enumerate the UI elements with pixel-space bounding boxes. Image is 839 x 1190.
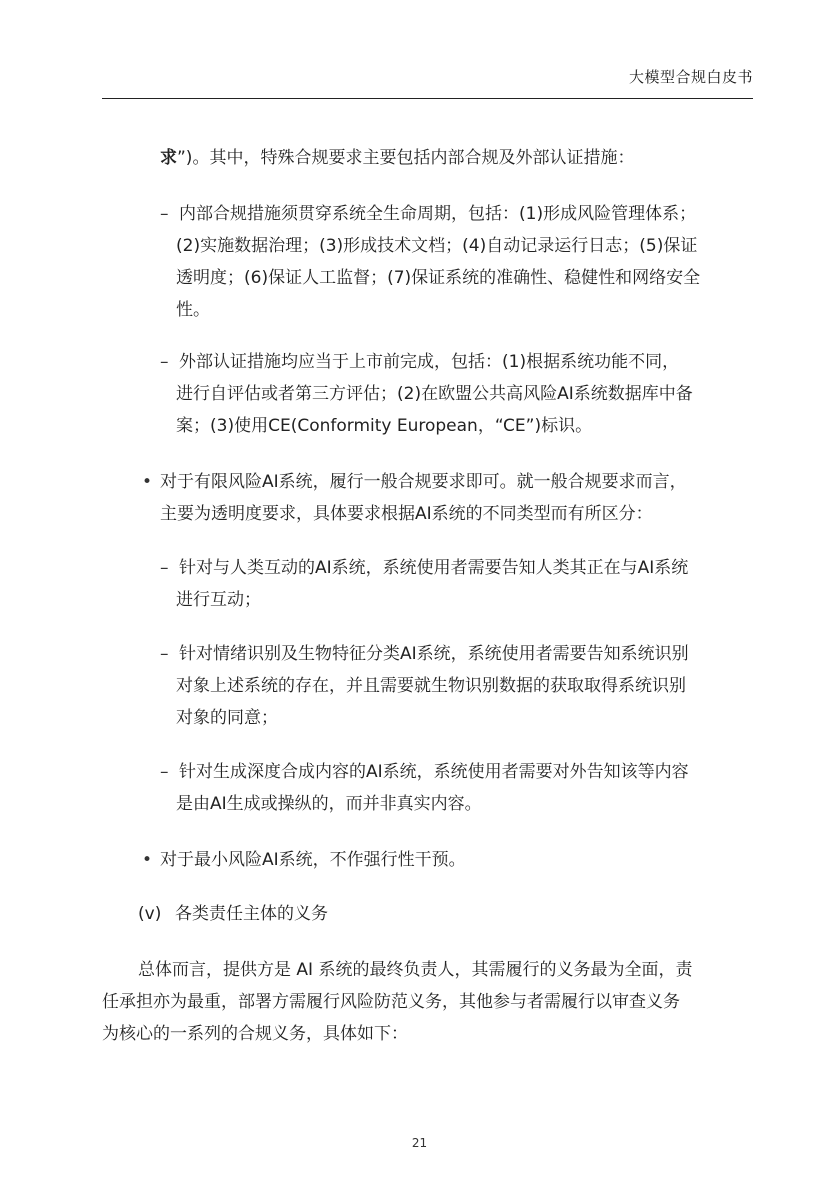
dash-marker: – bbox=[160, 558, 169, 578]
text-line: 总体而言，提供方是 AI 系统的最终负责人，其需履行的义务最为全面，责 bbox=[138, 960, 693, 980]
section-number: (v) bbox=[138, 904, 162, 924]
text-line: 外部认证措施均应当于上市前完成，包括：(1)根据系统功能不同， bbox=[179, 352, 680, 372]
text-line: 为核心的一系列的合规义务，具体如下： bbox=[102, 1024, 408, 1044]
text-line: 针对情绪识别及生物特征分类AI系统，系统使用者需要告知系统识别 bbox=[179, 644, 689, 664]
text-line: 对象的同意； bbox=[176, 708, 278, 728]
intro-text: ”)。其中，特殊合规要求主要包括内部合规及外部认证措施： bbox=[177, 148, 635, 168]
page-number: 21 bbox=[411, 1136, 428, 1150]
text-line: 透明度；(6)保证人工监督；(7)保证系统的准确性、稳健性和网络安全 bbox=[176, 268, 701, 288]
text-line: 对象上述系统的存在，并且需要就生物识别数据的获取取得系统识别 bbox=[176, 676, 686, 696]
bullet-marker: • bbox=[142, 850, 153, 870]
text-line: 对于最小风险AI系统，不作强行性干预。 bbox=[160, 850, 466, 870]
dash-marker: – bbox=[160, 352, 169, 372]
text-line: 任承担亦为最重，部署方需履行风险防范义务，其他参与者需履行以审查义务 bbox=[102, 992, 680, 1012]
text-line: 针对与人类互动的AI系统，系统使用者需要告知人类其正在与AI系统 bbox=[179, 558, 689, 578]
bullet-marker: • bbox=[142, 472, 153, 492]
text-line: 进行自评估或者第三方评估；(2)在欧盟公共高风险AI系统数据库中备 bbox=[176, 384, 693, 404]
text-line: 主要为透明度要求，具体要求根据AI系统的不同类型而有所区分： bbox=[160, 504, 653, 524]
dash-marker: – bbox=[160, 644, 169, 664]
dash-marker: – bbox=[160, 762, 169, 782]
text-line: 针对生成深度合成内容的AI系统，系统使用者需要对外告知该等内容 bbox=[179, 762, 689, 782]
text-line: 是由AI生成或操纵的，而并非真实内容。 bbox=[176, 794, 482, 814]
intro-bold: 求 bbox=[160, 148, 177, 168]
intro-line bbox=[160, 146, 634, 170]
header-divider bbox=[102, 98, 753, 99]
section-title: 各类责任主体的义务 bbox=[175, 904, 328, 924]
text-line: 对于有限风险AI系统，履行一般合规要求即可。就一般合规要求而言， bbox=[160, 472, 687, 492]
header-title: 大模型合规白皮书 bbox=[628, 68, 753, 86]
text-line: 进行互动； bbox=[176, 590, 261, 610]
text-line: (2)实施数据治理；(3)形成技术文档；(4)自动记录运行日志；(5)保证 bbox=[176, 236, 698, 256]
text-line: 性。 bbox=[176, 300, 210, 320]
text-line: 案；(3)使用CE(Conformity European，“CE”)标识。 bbox=[176, 416, 593, 436]
dash-marker: – bbox=[160, 204, 169, 224]
text-line: 内部合规措施须贯穿系统全生命周期，包括：(1)形成风险管理体系； bbox=[179, 204, 697, 224]
